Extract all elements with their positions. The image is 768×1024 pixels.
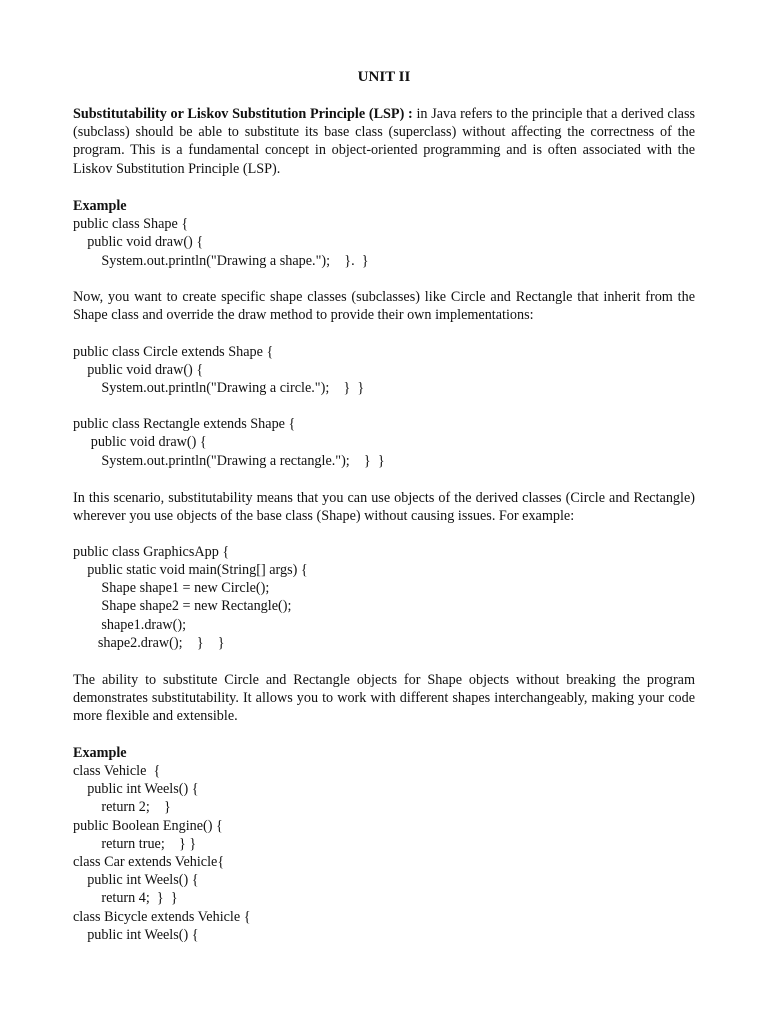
code-line: public void draw() { — [73, 362, 204, 378]
code-line: public void draw() { — [73, 234, 204, 250]
example-heading-1: Example — [73, 198, 127, 214]
code-line: Shape shape2 = new Rectangle(); — [73, 598, 292, 614]
code-line: public static void main(String[] args) { — [73, 562, 308, 578]
code-line: return true; } } — [73, 836, 197, 852]
code-line: public Boolean Engine() { — [73, 818, 223, 834]
code-line: shape2.draw(); } } — [73, 635, 225, 651]
code-line: System.out.println("Drawing a circle."); } } — [73, 380, 365, 396]
page-title: UNIT II — [357, 69, 411, 85]
subclasses-paragraph: Now, you want to create specific shape classes (subclasses) like Circle and Rectangle that inherit from the Shape class and override the draw method to provide their own implementations: — [73, 289, 695, 324]
code-line: public class Circle extends Shape { — [73, 344, 274, 360]
code-line: public class Rectangle extends Shape { — [73, 416, 296, 432]
code-line: class Vehicle { — [73, 763, 161, 779]
ability-paragraph: The ability to substitute Circle and Rectangle objects for Shape objects without breaking the program demonstrates substitutability. It allows you to work with different shapes interchangeably, making your code more flexible and extensible. — [73, 672, 695, 725]
code-line: public int Weels() { — [73, 872, 199, 888]
code-line: public int Weels() { — [73, 781, 199, 797]
code-line: shape1.draw(); — [73, 617, 187, 633]
intro-lead: Substitutability or Liskov Substitution Principle (LSP) : — [73, 106, 413, 122]
code-line: public int Weels() { — [73, 927, 199, 943]
code-line: public void draw() { — [73, 434, 207, 450]
code-line: class Bicycle extends Vehicle { — [73, 909, 251, 925]
intro-text: in Java refers to the principle that a derived class (subclass) should be able to substitute its base class (superclass) without affecting the correctness of the program. This is a fundamental concept in object-oriented programming and is often associated with the Liskov Substitution Principle (LSP). — [73, 106, 695, 177]
code-line: public class Shape { — [73, 216, 189, 232]
code-line: System.out.println("Drawing a shape."); }. } — [73, 253, 369, 269]
scenario-paragraph: In this scenario, substitutability means that you can use objects of the derived classes (Circle and Rectangle) wherever you use objects of the base class (Shape) without causing issues. For example: — [73, 490, 695, 525]
code-line: public class GraphicsApp { — [73, 544, 230, 560]
code-line: return 2; } — [73, 799, 171, 815]
code-line: class Car extends Vehicle{ — [73, 854, 225, 870]
code-line: Shape shape1 = new Circle(); — [73, 580, 270, 596]
code-line: return 4; } } — [73, 890, 178, 906]
intro-paragraph — [73, 105, 695, 178]
example-heading-2: Example — [73, 745, 127, 761]
code-line: System.out.println("Drawing a rectangle."); } } — [73, 453, 385, 469]
